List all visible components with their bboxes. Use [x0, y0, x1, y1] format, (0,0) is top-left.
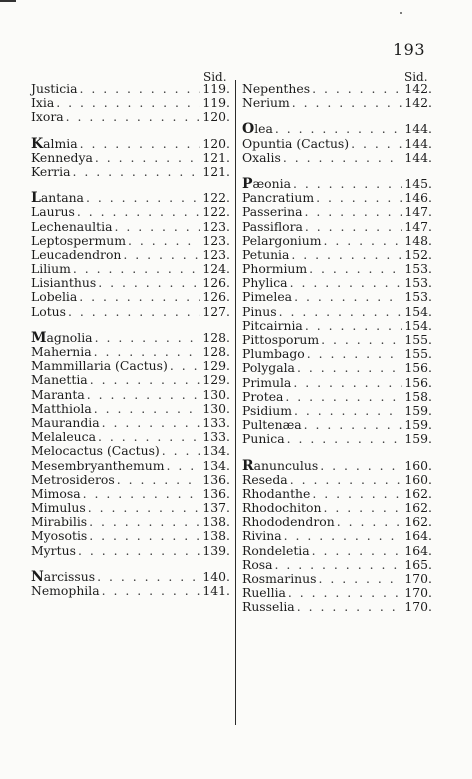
entry-page: 152. — [404, 246, 432, 262]
entry-page: 153. — [404, 289, 432, 305]
index-entry — [242, 82, 432, 96]
entry-name: Olea — [242, 121, 273, 138]
entry-page: 126. — [202, 275, 230, 291]
entry-page: 140. — [202, 568, 230, 584]
top-edge-rule — [0, 0, 16, 2]
entry-name: Metrosideros — [31, 471, 115, 487]
index-entry — [242, 473, 432, 487]
entry-name: Punica — [242, 431, 285, 447]
dot-leader — [312, 82, 402, 96]
entry-name: Pultenæa — [242, 417, 302, 433]
entry-page: 133. — [202, 429, 230, 445]
dot-leader — [294, 404, 402, 418]
index-entry — [242, 122, 432, 136]
dot-leader — [56, 96, 200, 110]
entry-page: 138. — [202, 528, 230, 544]
index-entry — [242, 390, 432, 404]
index-entry — [31, 96, 230, 110]
index-entry — [242, 220, 432, 234]
entry-name: Russelia — [242, 599, 295, 615]
dot-leader — [292, 96, 403, 110]
entry-page: 146. — [404, 190, 432, 206]
index-entry — [31, 331, 230, 345]
dot-leader — [128, 234, 200, 248]
dot-leader — [80, 137, 201, 151]
entry-page: 137. — [202, 500, 230, 516]
entry-name: Rosa — [242, 556, 273, 572]
dot-leader — [170, 359, 201, 373]
dot-leader — [305, 220, 403, 234]
index-entry — [31, 416, 230, 430]
entry-name: Nepenthes — [242, 81, 311, 96]
entry-page: 158. — [404, 388, 432, 404]
entry-name: Petunia — [242, 246, 290, 262]
index-entry — [31, 501, 230, 515]
dot-leader — [98, 430, 200, 444]
entry-name: Pæonia — [242, 175, 291, 192]
entry-page: 119. — [202, 95, 230, 111]
entry-name: Myosotis — [31, 528, 88, 544]
entry-name: Justicia — [31, 81, 78, 96]
index-entry — [242, 96, 432, 110]
dot-leader — [79, 290, 200, 304]
entry-page: 128. — [202, 344, 230, 359]
dot-leader — [305, 319, 403, 333]
entry-page: 136. — [202, 485, 230, 501]
dot-leader — [316, 191, 402, 205]
index-entry — [242, 234, 432, 248]
dot-leader — [304, 418, 403, 432]
dot-leader — [323, 501, 402, 515]
entry-page: 164. — [404, 528, 432, 544]
entry-page: 159. — [404, 431, 432, 447]
entry-page: 154. — [404, 303, 432, 319]
entry-name: Leucadendron — [31, 246, 122, 262]
dot-leader — [284, 529, 403, 543]
dot-leader — [83, 487, 201, 501]
dot-leader — [304, 205, 402, 219]
dot-leader — [275, 558, 403, 572]
dot-leader — [90, 373, 201, 387]
dot-leader — [102, 584, 201, 598]
dot-leader — [88, 501, 201, 515]
index-right-column — [242, 82, 432, 615]
entry-name: Melocactus (Cactus) — [31, 443, 160, 459]
entry-name: Magnolia — [31, 329, 93, 346]
entry-name: Rhodanthe — [242, 485, 311, 501]
entry-name: Pancratium — [242, 190, 315, 206]
index-entry — [242, 572, 432, 586]
entry-name: Kennedya — [31, 149, 93, 165]
entry-page: 145. — [404, 175, 432, 191]
index-entry — [242, 586, 432, 600]
dot-leader — [98, 276, 200, 290]
index-entry — [242, 191, 432, 205]
index-entry — [242, 137, 432, 151]
entry-name: Pimelea — [242, 289, 293, 305]
column-divider — [235, 80, 236, 725]
entry-page: 153. — [404, 261, 432, 277]
entry-name: Pitcairnia — [242, 317, 303, 333]
right-column-header: Sid. — [404, 70, 428, 84]
entry-name: Mirabilis — [31, 514, 88, 530]
entry-page: 129. — [202, 372, 230, 388]
entry-name: Mesembryanthemum — [31, 457, 165, 473]
entry-page: 136. — [202, 471, 230, 487]
dot-leader — [297, 600, 403, 614]
index-entry — [242, 501, 432, 515]
index-entry — [31, 515, 230, 529]
index-entry — [31, 82, 230, 96]
entry-name: Lechenaultia — [31, 218, 113, 234]
entry-name: Psidium — [242, 402, 292, 418]
dot-leader — [285, 390, 402, 404]
entry-name: Myrtus — [31, 542, 76, 558]
dot-leader — [78, 544, 200, 558]
dot-leader — [287, 432, 403, 446]
index-entry — [31, 430, 230, 444]
dot-leader — [293, 376, 402, 390]
entry-page: 138. — [202, 514, 230, 530]
entry-page: 122. — [202, 204, 230, 220]
dot-leader — [77, 205, 201, 219]
index-entry — [242, 487, 432, 501]
dot-leader — [72, 165, 200, 179]
index-entry — [242, 418, 432, 432]
entry-page: 123. — [202, 218, 230, 234]
entry-page: 142. — [404, 95, 432, 111]
entry-page: 141. — [202, 583, 230, 598]
dot-leader — [89, 529, 200, 543]
index-entry — [31, 234, 230, 248]
index-entry — [31, 345, 230, 359]
entry-name: Passerina — [242, 204, 303, 220]
index-entry — [242, 459, 432, 473]
index-left-column — [31, 82, 230, 598]
entry-name: Melaleuca — [31, 429, 96, 445]
dot-leader — [312, 544, 403, 558]
entry-page: 144. — [404, 121, 432, 137]
dot-leader — [283, 151, 403, 165]
dot-leader — [275, 122, 403, 136]
dot-leader — [87, 388, 201, 402]
entry-page: 162. — [404, 500, 432, 516]
index-entry — [31, 205, 230, 219]
index-entry — [242, 376, 432, 390]
dot-leader — [95, 151, 201, 165]
index-entry — [242, 558, 432, 572]
entry-name: Ruellia — [242, 585, 286, 601]
index-entry — [31, 529, 230, 543]
entry-page: 120. — [202, 135, 230, 151]
entry-name: Pittosporum — [242, 332, 320, 347]
dot-leader — [312, 487, 402, 501]
index-entry — [31, 584, 230, 598]
index-entry — [242, 361, 432, 375]
dot-leader — [351, 137, 402, 151]
entry-name: Protea — [242, 388, 284, 404]
entry-name: Rhodochiton — [242, 500, 322, 516]
dot-leader — [319, 572, 403, 586]
index-entry — [242, 205, 432, 219]
entry-name: Leptospermum — [31, 232, 126, 248]
entry-page: 126. — [202, 289, 230, 305]
index-entry — [242, 529, 432, 543]
index-entry — [31, 402, 230, 416]
dot-leader — [95, 331, 201, 345]
index-entry — [242, 276, 432, 290]
entry-name: Kerria — [31, 163, 71, 179]
dot-leader — [162, 444, 201, 458]
entry-page: 170. — [404, 599, 432, 615]
entry-page: 134. — [202, 457, 230, 473]
entry-page: 133. — [202, 414, 230, 430]
entry-name: Polygala — [242, 360, 295, 376]
entry-page: 165. — [404, 556, 432, 572]
entry-name: Oxalis — [242, 149, 281, 165]
entry-page: 123. — [202, 246, 230, 262]
entry-name: Pinus — [242, 303, 277, 319]
index-entry — [31, 459, 230, 473]
entry-name: Lobelia — [31, 289, 78, 305]
dot-leader — [309, 262, 402, 276]
entry-page: 156. — [404, 374, 432, 390]
entry-name: Plumbago — [242, 346, 305, 362]
dot-leader — [80, 82, 201, 96]
entry-page: 134. — [202, 443, 230, 459]
entry-page: 122. — [202, 190, 230, 206]
entry-name: Matthiola — [31, 400, 92, 416]
entry-name: Reseda — [242, 471, 288, 487]
entry-name: Rondeletia — [242, 542, 310, 558]
dot-leader — [320, 459, 402, 473]
dot-leader — [89, 515, 200, 529]
entry-name: Maurandia — [31, 414, 100, 430]
index-entry — [242, 248, 432, 262]
dot-leader — [290, 473, 403, 487]
index-entry — [31, 373, 230, 387]
entry-page: 170. — [404, 571, 432, 586]
entry-page: 142. — [404, 81, 432, 96]
entry-name: Lisianthus — [31, 275, 97, 291]
index-entry — [31, 165, 230, 179]
dot-leader — [297, 361, 402, 375]
entry-page: 162. — [404, 514, 432, 530]
entry-name: Ranunculus — [242, 457, 319, 474]
entry-page: 121. — [202, 163, 230, 179]
entry-page: 120. — [202, 109, 230, 125]
index-entry — [242, 333, 432, 347]
index-entry — [31, 487, 230, 501]
entry-page: 160. — [404, 471, 432, 487]
dot-leader — [97, 570, 200, 584]
index-entry — [31, 473, 230, 487]
entry-page: 159. — [404, 402, 432, 418]
entry-name: Nemophila — [31, 583, 100, 598]
dot-leader — [68, 305, 200, 319]
entry-name: Phormium — [242, 261, 308, 277]
entry-page: 147. — [404, 204, 432, 220]
index-entry — [242, 151, 432, 165]
index-entry — [242, 319, 432, 333]
index-entry — [242, 600, 432, 614]
entry-name: Mimulus — [31, 500, 86, 516]
entry-page: 170. — [404, 585, 432, 601]
dot-leader — [293, 177, 402, 191]
entry-name: Ixia — [31, 95, 55, 111]
entry-page: 139. — [202, 542, 230, 558]
entry-name: Nerium — [242, 95, 290, 111]
entry-name: Maranta — [31, 386, 85, 402]
dot-leader — [291, 248, 402, 262]
entry-page: 156. — [404, 360, 432, 376]
entry-name: Rivina — [242, 528, 282, 544]
dot-leader — [288, 586, 402, 600]
dot-leader — [66, 110, 201, 124]
index-entry — [242, 177, 432, 191]
page-number: 193 — [392, 40, 425, 59]
dot-leader — [86, 191, 200, 205]
entry-page: 147. — [404, 218, 432, 234]
entry-page: 155. — [404, 332, 432, 347]
dot-leader — [294, 290, 402, 304]
dot-leader — [94, 345, 201, 359]
dot-leader — [321, 333, 402, 347]
dot-leader — [114, 220, 200, 234]
entry-name: Mammillaria (Cactus) — [31, 358, 168, 374]
entry-name: Opuntia (Cactus) — [242, 135, 350, 151]
printing-speck — [400, 12, 402, 14]
index-entry — [242, 262, 432, 276]
index-entry — [242, 290, 432, 304]
index-entry — [242, 305, 432, 319]
index-entry — [31, 262, 230, 276]
index-entry — [31, 388, 230, 402]
entry-name: Passiflora — [242, 218, 303, 234]
entry-page: 155. — [404, 346, 432, 362]
index-entry — [31, 191, 230, 205]
index-entry — [242, 432, 432, 446]
entry-page: 127. — [202, 303, 230, 319]
entry-name: Primula — [242, 374, 292, 390]
entry-page: 159. — [404, 417, 432, 433]
index-entry — [31, 137, 230, 151]
dot-leader — [102, 416, 201, 430]
entry-name: Lantana — [31, 190, 84, 207]
index-entry — [31, 570, 230, 584]
entry-page: 130. — [202, 386, 230, 402]
entry-name: Lilium — [31, 261, 71, 277]
entry-name: Rosmarinus — [242, 571, 317, 586]
entry-page: 160. — [404, 457, 432, 473]
entry-name: Pelargonium — [242, 232, 322, 248]
dot-leader — [307, 347, 403, 361]
dot-leader — [337, 515, 403, 529]
entry-page: 130. — [202, 400, 230, 416]
dot-leader — [117, 473, 201, 487]
entry-name: Rhododendron — [242, 514, 335, 530]
dot-leader — [94, 402, 201, 416]
left-column-header: Sid. — [203, 70, 227, 84]
entry-page: 128. — [202, 329, 230, 345]
entry-name: Phylica — [242, 275, 288, 291]
entry-page: 164. — [404, 542, 432, 558]
entry-page: 162. — [404, 485, 432, 501]
entry-page: 121. — [202, 149, 230, 165]
index-entry — [31, 276, 230, 290]
dot-leader — [166, 459, 200, 473]
entry-page: 123. — [202, 232, 230, 248]
entry-name: Lotus — [31, 303, 67, 319]
dot-leader — [123, 248, 200, 262]
index-entry — [31, 248, 230, 262]
dot-leader — [279, 305, 403, 319]
entry-page: 153. — [404, 275, 432, 291]
index-entry — [242, 404, 432, 418]
dot-leader — [73, 262, 201, 276]
entry-page: 124. — [202, 261, 230, 277]
index-entry — [31, 110, 230, 124]
index-entry — [31, 305, 230, 319]
entry-name: Manettia — [31, 372, 88, 388]
index-entry — [242, 347, 432, 361]
entry-name: Mimosa — [31, 485, 81, 501]
entry-page: 154. — [404, 317, 432, 333]
entry-name: Narcissus — [31, 568, 96, 585]
dot-leader — [290, 276, 403, 290]
dot-leader — [323, 234, 402, 248]
entry-page: 144. — [404, 135, 432, 151]
entry-name: Ixora — [31, 109, 64, 125]
entry-name: Mahernia — [31, 344, 92, 359]
index-entry — [31, 290, 230, 304]
entry-page: 144. — [404, 149, 432, 165]
entry-page: 148. — [404, 232, 432, 248]
index-entry — [31, 359, 230, 373]
index-entry — [242, 515, 432, 529]
index-entry — [31, 220, 230, 234]
index-entry — [31, 544, 230, 558]
entry-name: Laurus — [31, 204, 75, 220]
index-entry — [31, 444, 230, 458]
index-entry — [242, 544, 432, 558]
entry-page: 129. — [202, 358, 230, 374]
entry-page: 119. — [202, 81, 230, 96]
entry-name: Kalmia — [31, 135, 78, 152]
index-entry — [31, 151, 230, 165]
